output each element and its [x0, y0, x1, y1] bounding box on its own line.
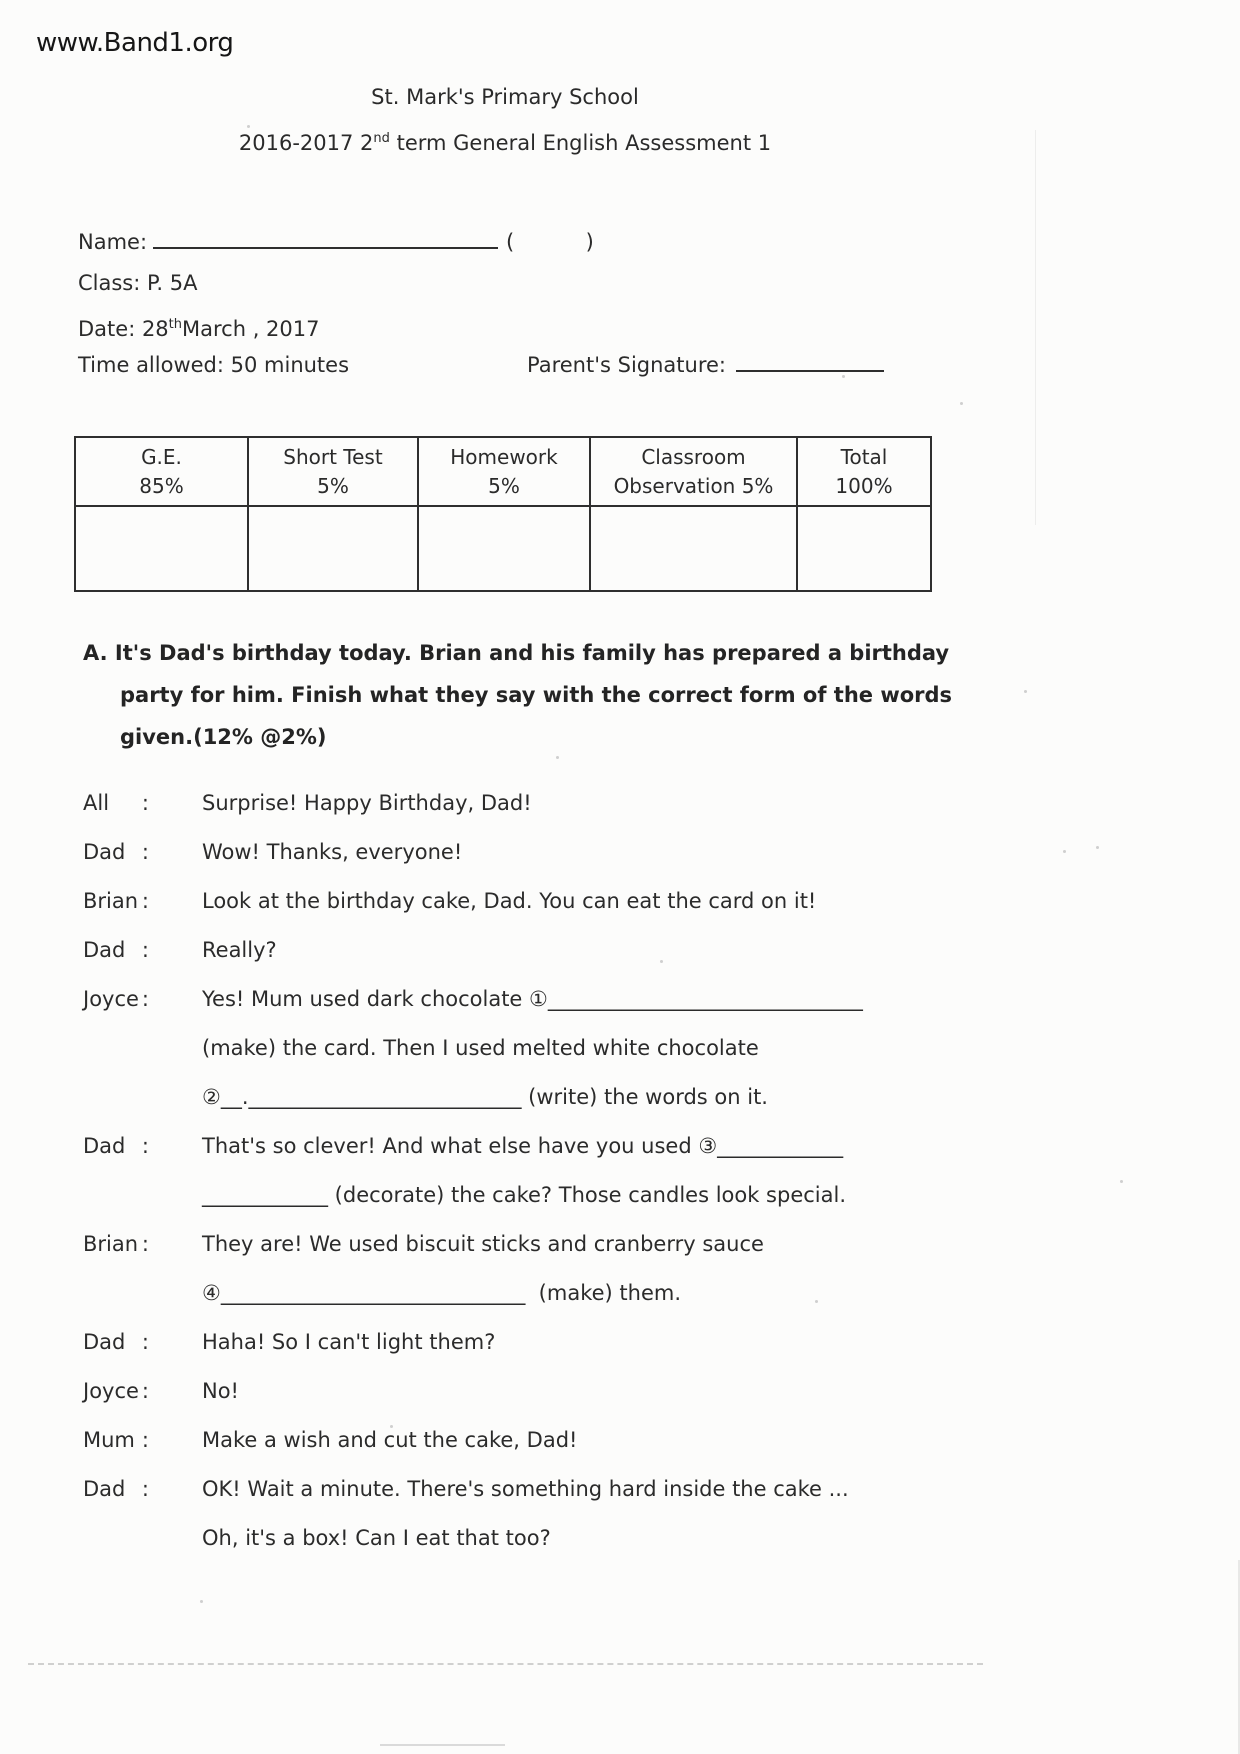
score-cell-classroom-observation[interactable]: [590, 506, 797, 591]
score-col-homework: Homework 5%: [418, 437, 590, 506]
speaker-colon: :: [141, 1330, 149, 1354]
class-number-parentheses[interactable]: ( ): [506, 230, 596, 254]
speaker-colon: :: [141, 1379, 149, 1403]
dialogue-row: [83, 926, 1083, 975]
speaker-colon: :: [141, 1232, 149, 1256]
parent-signature-label: Parent's Signature:: [527, 353, 726, 377]
dialogue-row: [83, 1465, 1083, 1563]
dialogue-row: [83, 1122, 1083, 1220]
speech-line: (make) the card. Then I used melted white chocolate: [202, 1036, 759, 1060]
exam-title: 2016-2017 2nd term General English Assessment 1: [238, 131, 772, 155]
score-breakdown-table: [74, 436, 932, 592]
speech-line[interactable]: Yes! Mum used dark chocolate ①______________________________: [202, 987, 863, 1011]
speech-text: [202, 1416, 577, 1465]
scan-speckle: [556, 756, 559, 759]
speech-text: [202, 877, 816, 926]
scan-speckle: [1063, 850, 1066, 853]
speaker-label: [83, 1122, 149, 1171]
speaker-label: [83, 1465, 149, 1514]
speaker-label: [83, 1367, 149, 1416]
time-allowed-label: Time allowed: 50 minutes: [78, 353, 350, 377]
score-table-empty-row: [75, 506, 931, 591]
scan-speckle: [200, 1600, 203, 1603]
score-col-short-test: Short Test 5%: [248, 437, 418, 506]
exam-title-superscript: nd: [373, 131, 390, 146]
speaker-colon: :: [141, 987, 149, 1011]
section-a-line: A. It's Dad's birthday today. Brian and his family has prepared a birthday: [83, 641, 950, 665]
speech-line: Make a wish and cut the cake, Dad!: [202, 1428, 578, 1452]
score-col-total: Total 100%: [797, 437, 931, 506]
speaker-label: [83, 1318, 149, 1367]
speaker-name: Brian: [83, 889, 139, 913]
speech-line: Wow! Thanks, everyone!: [202, 840, 463, 864]
scan-line-artifact: [1035, 130, 1036, 525]
dialogue-row: [83, 1318, 1083, 1367]
speaker-colon: :: [141, 1134, 149, 1158]
speaker-name: Brian: [83, 1232, 139, 1256]
speech-text: [202, 1465, 849, 1563]
score-cell-short-test[interactable]: [248, 506, 418, 591]
scan-speckle: [660, 960, 663, 963]
scan-speckle: [815, 1300, 818, 1303]
time-row: [78, 345, 1178, 386]
scan-speckle: [247, 125, 250, 128]
speech-text: [202, 779, 532, 828]
dialogue-row: [83, 1416, 1083, 1465]
dialogue-row: [83, 1220, 1083, 1318]
speech-line: Look at the birthday cake, Dad. You can eat the card on it!: [202, 889, 817, 913]
speaker-name: Mum: [83, 1428, 135, 1452]
speaker-colon: :: [141, 1428, 149, 1452]
speech-text: [202, 1220, 764, 1318]
speech-line: Really?: [202, 938, 277, 962]
speaker-name: Joyce: [83, 987, 139, 1011]
score-table-header-row: [75, 437, 931, 506]
speech-line: Surprise! Happy Birthday, Dad!: [202, 791, 532, 815]
speaker-colon: :: [141, 938, 149, 962]
date-superscript: th: [168, 317, 183, 332]
speaker-label: [83, 877, 149, 926]
name-label: Name:: [78, 230, 148, 254]
speaker-label: [83, 926, 149, 975]
scan-speckle: [390, 1425, 393, 1428]
watermark: www.Band1.org: [36, 28, 234, 58]
speaker-name: Joyce: [83, 1379, 139, 1403]
speaker-colon: :: [141, 1477, 149, 1501]
speaker-colon: :: [141, 889, 149, 913]
speech-line: Oh, it's a box! Can I eat that too?: [202, 1526, 551, 1550]
speaker-label: [83, 828, 149, 877]
speaker-name: Dad: [83, 1330, 126, 1354]
speaker-name: All: [83, 791, 110, 815]
speaker-name: Dad: [83, 938, 126, 962]
scan-speckle: [1024, 690, 1027, 693]
date-row: Date: 28thMarch , 2017: [78, 317, 320, 341]
class-label: Class: P. 5A: [78, 271, 198, 295]
speaker-name: Dad: [83, 1477, 126, 1501]
speech-line: No!: [202, 1379, 239, 1403]
speech-line[interactable]: ④_____________________________ (make) them.: [202, 1281, 681, 1305]
exam-header: [75, 76, 935, 164]
speech-line: OK! Wait a minute. There's something hard inside the cake ...: [202, 1477, 849, 1501]
speaker-label: [83, 1220, 149, 1269]
dashed-line-artifact: [28, 1663, 983, 1665]
speaker-label: [83, 975, 149, 1024]
scan-speckle: [960, 402, 963, 405]
class-row: [78, 263, 1178, 304]
scan-mark: [380, 1744, 505, 1746]
score-cell-homework[interactable]: [418, 506, 590, 591]
speaker-colon: :: [141, 840, 149, 864]
scan-speckle: [842, 375, 845, 378]
score-col-classroom-observation: Classroom Observation 5%: [590, 437, 797, 506]
speaker-label: [83, 779, 149, 828]
speech-line[interactable]: ____________ (decorate) the cake? Those candles look special.: [202, 1183, 847, 1207]
speech-line[interactable]: ②__.__________________________ (write) the words on it.: [202, 1085, 768, 1109]
speech-line: They are! We used biscuit sticks and cranberry sauce: [202, 1232, 764, 1256]
speech-line[interactable]: That's so clever! And what else have you used ③____________: [202, 1134, 844, 1158]
dialogue-row: [83, 975, 1083, 1122]
speech-text: [202, 975, 863, 1122]
speaker-name: Dad: [83, 1134, 126, 1158]
speech-text: [202, 926, 277, 975]
speech-line: Haha! So I can't light them?: [202, 1330, 496, 1354]
dialogue-row: [83, 828, 1083, 877]
speech-text: [202, 1318, 495, 1367]
score-cell-ge[interactable]: [75, 506, 248, 591]
student-info-block: [78, 222, 1178, 386]
dialogue-row: [83, 877, 1083, 926]
speech-text: [202, 1122, 846, 1220]
school-name: St. Mark's Primary School: [371, 85, 639, 109]
section-a-instructions: [83, 632, 963, 758]
speaker-colon: :: [141, 791, 149, 815]
dialogue-row: [83, 779, 1083, 828]
speaker-label: [83, 1416, 149, 1465]
dialogue: [83, 779, 1083, 1563]
scan-speckle: [1096, 846, 1099, 849]
speech-text: [202, 828, 462, 877]
scan-speckle: [1120, 1180, 1123, 1183]
dialogue-row: [83, 1367, 1083, 1416]
name-row: [78, 222, 1178, 263]
section-a-line: party for him. Finish what they say with the correct form of the words: [120, 683, 953, 707]
section-a-line: given.(12% @2%): [120, 725, 327, 749]
parent-signature-blank[interactable]: [736, 370, 884, 372]
speech-text: [202, 1367, 239, 1416]
parent-signature-row: [527, 345, 884, 386]
score-col-ge: G.E. 85%: [75, 437, 248, 506]
speaker-name: Dad: [83, 840, 126, 864]
name-blank-field[interactable]: [153, 247, 498, 249]
score-cell-total[interactable]: [797, 506, 931, 591]
